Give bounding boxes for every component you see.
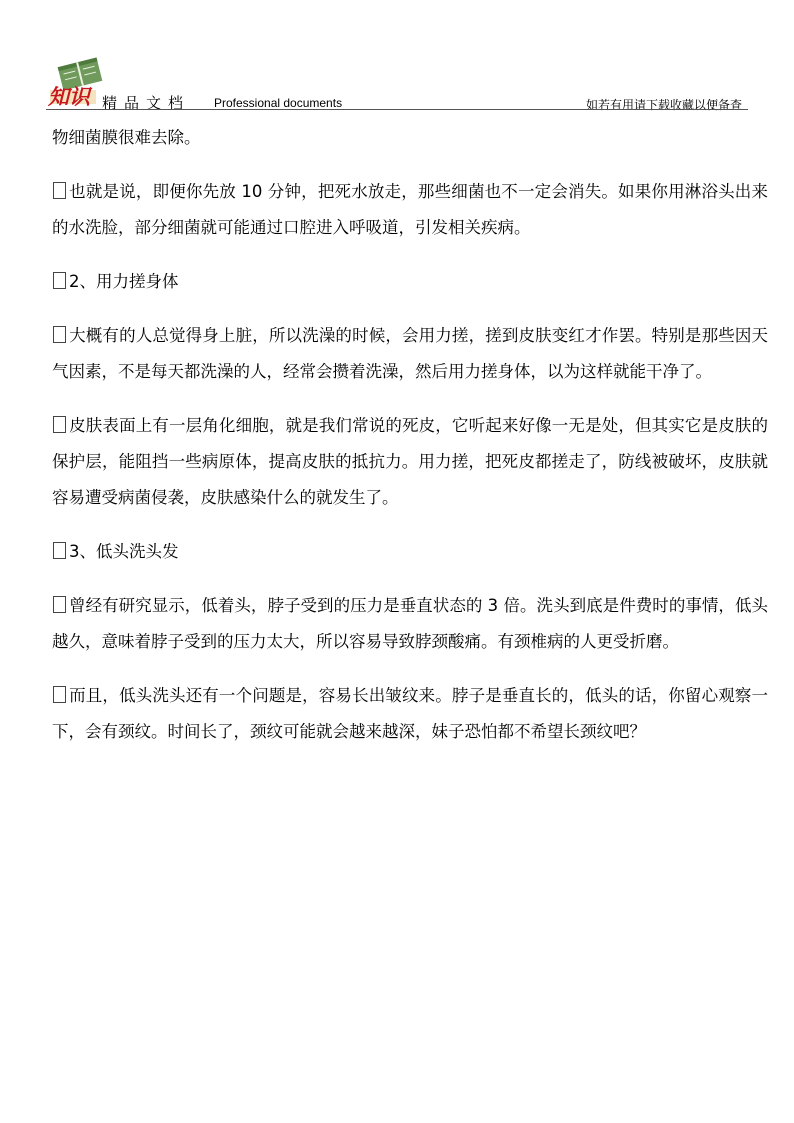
missing-glyph-box-icon [53, 326, 66, 343]
missing-glyph-box-icon [53, 416, 66, 433]
missing-glyph-box-icon [53, 182, 66, 199]
paragraph [52, 174, 768, 246]
missing-glyph-box-icon [53, 542, 66, 559]
paragraph [52, 318, 768, 390]
book-logo-icon [46, 52, 108, 108]
paragraph [52, 264, 768, 300]
header-download-note: 如若有用请下载收藏以便备查 [585, 98, 742, 112]
paragraph-text: 曾经有研究显示，低着头，脖子受到的压力是垂直状态的 3 倍。洗头到底是件费时的事情，低头越久，意味着脖子受到的压力太大，所以容易导致脖颈酸痛。有颈椎病的人更受折磨。 [52, 596, 768, 651]
paragraph [52, 408, 768, 516]
page-header [46, 52, 748, 112]
paragraph-text: 物细菌膜很难去除。 [52, 128, 201, 147]
missing-glyph-box-icon [53, 686, 66, 703]
document-body [52, 120, 768, 750]
paragraph [52, 534, 768, 570]
paragraph-text: 2、用力搓身体 [69, 272, 179, 291]
paragraph-text: 3、低头洗头发 [69, 542, 179, 561]
paragraph [52, 120, 768, 156]
missing-glyph-box-icon [53, 272, 66, 289]
paragraph-text: 大概有的人总觉得身上脏，所以洗澡的时候，会用力搓，搓到皮肤变红才作罢。特别是那些因天气因素，不是每天都洗澡的人，经常会攒着洗澡，然后用力搓身体，以为这样就能干净了。 [52, 326, 768, 381]
paragraph [52, 678, 768, 750]
header-divider [46, 109, 748, 110]
header-subtitle: Professional documents [214, 96, 343, 110]
logo-lettering: 知识 [48, 84, 90, 108]
header-brand: 精品文档 [102, 94, 191, 112]
paragraph-text: 而且，低头洗头还有一个问题是，容易长出皱纹来。脖子是垂直长的，低头的话，你留心观察一下，会有颈纹。时间长了，颈纹可能就会越来越深，妹子恐怕都不希望长颈纹吧？ [52, 686, 768, 741]
paragraph-text: 皮肤表面上有一层角化细胞，就是我们常说的死皮，它听起来好像一无是处，但其实它是皮肤的保护层，能阻挡一些病原体，提高皮肤的抵抗力。用力搓，把死皮都搓走了，防线被破坏，皮肤就容易遭受病菌侵袭，皮肤感染什么的就发生了。 [52, 416, 768, 507]
paragraph-text: 也就是说，即便你先放 10 分钟，把死水放走，那些细菌也不一定会消失。如果你用淋浴头出来的水洗脸，部分细菌就可能通过口腔进入呼吸道，引发相关疾病。 [52, 182, 768, 237]
paragraph [52, 588, 768, 660]
missing-glyph-box-icon [53, 596, 66, 613]
